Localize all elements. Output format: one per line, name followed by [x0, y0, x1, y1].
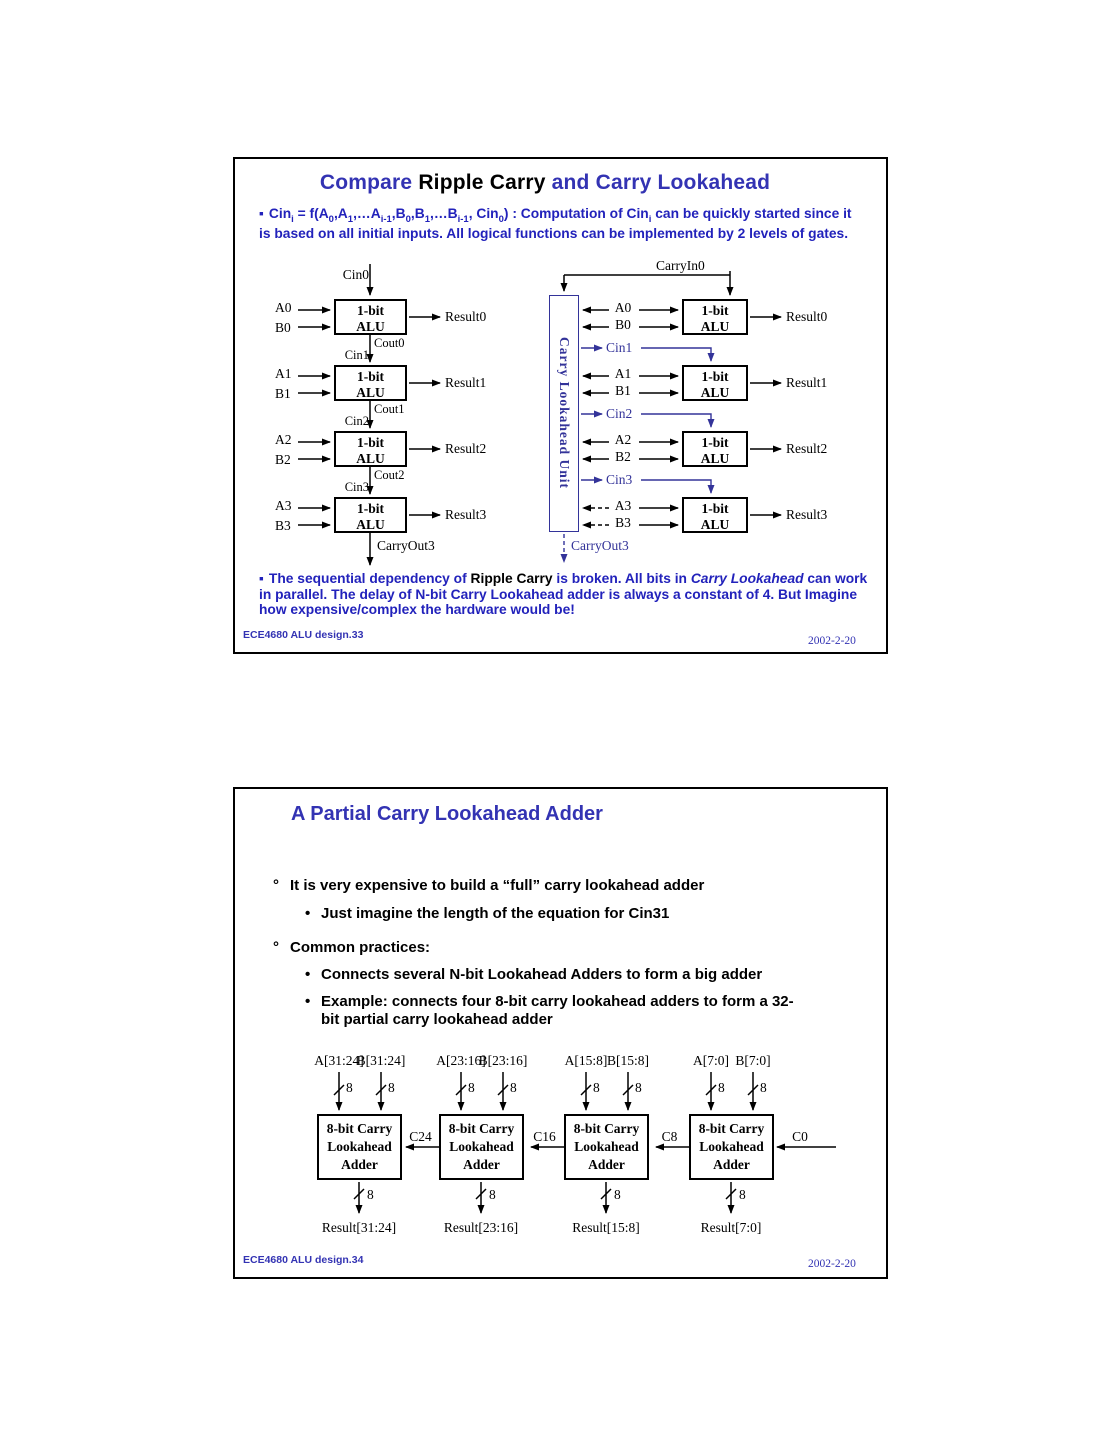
adder-box-7-0 [689, 1114, 774, 1180]
square-bullet-icon: ▪ [259, 206, 264, 221]
alu-box-line2: ALU [700, 451, 730, 466]
label-cout1: Cout1 [374, 402, 405, 416]
label-cla-result3: Result3 [786, 507, 828, 522]
label-cout2: Cout2 [374, 468, 405, 482]
slide1-title [235, 171, 855, 195]
label-cla-cin1: Cin1 [606, 340, 633, 355]
formula-text: , Cin [468, 206, 499, 221]
label-cla-a3: A3 [614, 498, 632, 513]
conclusion-text: is broken. All bits in [552, 571, 691, 586]
adder-box-line2: Lookahead [327, 1139, 392, 1154]
label-result2: Result2 [445, 441, 487, 456]
label-cla-b2: B2 [615, 449, 631, 464]
label-a3: A3 [275, 498, 292, 513]
slide2-wire-layer [235, 789, 882, 1273]
formula-text: can be quickly started since it is based on all initial inputs. All logical functions can be implemented by 2 levels of gates. [259, 206, 852, 241]
square-bullet-icon: ▪ [259, 571, 264, 586]
alu-box-2 [334, 431, 407, 467]
label-b0: B0 [275, 320, 291, 335]
subscript: i-1 [457, 213, 469, 225]
bus-width-label: 8 [635, 1080, 642, 1095]
alu-box-line1: 1-bit [357, 369, 384, 384]
alu-box-line1: 1-bit [357, 303, 384, 318]
label-a15-8: A[15:8] [564, 1053, 608, 1068]
formula-text: ,B [410, 206, 425, 221]
label-b2: B2 [275, 452, 291, 467]
label-c24: C24 [409, 1129, 432, 1144]
label-cla-result0: Result0 [786, 309, 828, 324]
cla-alu-box-1 [682, 365, 748, 401]
alu-box-line2: ALU [356, 385, 385, 400]
formula-text: ,A [333, 206, 348, 221]
label-cin0: Cin0 [342, 267, 369, 282]
label-b23-16: B[23:16] [478, 1053, 528, 1068]
label-cla-carryout3: CarryOut3 [571, 538, 629, 553]
label-carryin0: CarryIn0 [656, 258, 705, 273]
adder-box-line3: Adder [588, 1157, 625, 1172]
wire-cin1-to-alu [641, 348, 711, 361]
slide2-footer-left: ECE4680 ALU design.34 [243, 1254, 364, 1266]
label-c16: C16 [533, 1129, 556, 1144]
label-result7-0: Result[7:0] [700, 1220, 762, 1235]
title-part-carry-lookahead: and Carry Lookahead [551, 171, 771, 194]
adder-box-line1: 8-bit Carry [326, 1121, 393, 1136]
label-b3: B3 [275, 518, 291, 533]
subscript: 1 [424, 213, 430, 225]
wire-cin2-to-alu [641, 414, 711, 427]
label-a2: A2 [275, 432, 292, 447]
bus-width-label: 8 [468, 1080, 475, 1095]
subscript: i [648, 213, 652, 225]
bus-width-label: 8 [510, 1080, 517, 1095]
label-result31-24: Result[31:24] [321, 1220, 397, 1235]
label-a23-16: A[23:16] [436, 1053, 486, 1068]
label-result23-16: Result[23:16] [443, 1220, 519, 1235]
label-cout0: Cout0 [374, 336, 405, 350]
label-a7-0: A[7:0] [693, 1053, 729, 1068]
subscript: i-1 [380, 213, 392, 225]
alu-box-3 [334, 497, 407, 533]
cla-alu-box-3 [682, 497, 748, 533]
label-cin2: Cin2 [344, 414, 369, 428]
conclusion-text: The sequential dependency of [268, 571, 471, 586]
adder-box-line2: Lookahead [699, 1139, 764, 1154]
alu-box-line1: 1-bit [701, 435, 729, 450]
bus-width-label: 8 [760, 1080, 767, 1095]
alu-box-line1: 1-bit [701, 501, 729, 516]
adder-box-line3: Adder [463, 1157, 500, 1172]
label-cla-b0: B0 [615, 317, 631, 332]
bullet-connects: Connects several N-bit Lookahead Adders to form a big adder [321, 966, 763, 983]
adder-box-line2: Lookahead [574, 1139, 639, 1154]
slash-result31-24 [354, 1189, 364, 1199]
adder-box-line1: 8-bit Carry [698, 1121, 765, 1136]
label-result1: Result1 [445, 375, 487, 390]
formula-text: Cin [268, 206, 292, 221]
label-cla-result2: Result2 [786, 441, 828, 456]
slide1-bullet-formula [259, 206, 865, 241]
label-result0: Result0 [445, 309, 487, 324]
adder-box-line3: Adder [341, 1157, 378, 1172]
subscript: 0 [498, 213, 504, 225]
label-b15-8: B[15:8] [607, 1053, 649, 1068]
alu-box-line1: 1-bit [701, 303, 729, 318]
label-result3: Result3 [445, 507, 487, 522]
formula-text: ) : Computation of Cin [503, 206, 649, 221]
alu-box-line2: ALU [700, 385, 730, 400]
label-cla-a1: A1 [614, 366, 632, 381]
slash-a7-0 [706, 1085, 716, 1095]
conclusion-text: can work in parallel. The delay of N-bit Carry Lookahead adder is always a constant of 4. But Imagine how expensive/complex the hardware would be! [259, 571, 868, 618]
slash-b15-8 [623, 1085, 633, 1095]
adder-box-23-16 [439, 1114, 524, 1180]
carry-lookahead-unit-label: Carry Lookahead Unit [557, 337, 572, 490]
alu-box-1 [334, 365, 407, 401]
slide2-footer-date: 2002-2-20 [808, 1258, 856, 1270]
subscript: i [291, 213, 294, 225]
bullet-cin31: Just imagine the length of the equation for Cin31 [321, 905, 670, 922]
adder-box-15-8 [564, 1114, 649, 1180]
label-result15-8: Result[15:8] [572, 1220, 640, 1235]
cla-alu-box-0 [682, 299, 748, 335]
bus-width-label: 8 [388, 1080, 395, 1095]
label-cla-a0: A0 [614, 300, 632, 315]
bullet-common-practices: Common practices: [290, 939, 431, 956]
bus-width-label: 8 [614, 1187, 621, 1202]
slide-2 [233, 787, 888, 1279]
slide1-footer-date: 2002-2-20 [808, 635, 856, 647]
bullet-marker-dot: • [305, 905, 311, 922]
bus-width-label: 8 [718, 1080, 725, 1095]
alu-box-line1: 1-bit [701, 369, 729, 384]
formula-text: ,…B [430, 206, 458, 221]
adder-box-31-24 [317, 1114, 402, 1180]
slash-result15-8 [601, 1189, 611, 1199]
label-b31-24: B[31:24] [356, 1053, 406, 1068]
alu-box-line1: 1-bit [357, 501, 384, 516]
slide1-bullet-conclusion [259, 571, 873, 618]
slash-a15-8 [581, 1085, 591, 1095]
title-part-compare: Compare [319, 171, 419, 194]
bus-width-label: 8 [346, 1080, 353, 1095]
bullet-marker-circle: ° [273, 877, 279, 894]
cla-black-wires [564, 271, 781, 525]
bus-width-label: 8 [593, 1080, 600, 1095]
label-b7-0: B[7:0] [735, 1053, 771, 1068]
slash-result23-16 [476, 1189, 486, 1199]
formula-text: ,…A [353, 206, 381, 221]
slide1-footer-left: ECE4680 ALU design.33 [243, 629, 364, 641]
label-cla-cin3: Cin3 [606, 472, 633, 487]
label-a31-24: A[31:24] [314, 1053, 364, 1068]
alu-box-line2: ALU [356, 451, 385, 466]
label-cla-result1: Result1 [786, 375, 828, 390]
subscript: 1 [347, 213, 354, 225]
slash-b31-24 [376, 1085, 386, 1095]
label-carryout3: CarryOut3 [377, 538, 435, 553]
label-cin3: Cin3 [344, 480, 369, 494]
label-c8: C8 [661, 1129, 678, 1144]
alu-box-line2: ALU [356, 319, 385, 334]
bullet-marker-dot: • [305, 993, 311, 1010]
slash-b7-0 [748, 1085, 758, 1095]
adder-box-line1: 8-bit Carry [573, 1121, 640, 1136]
adder-box-line1: 8-bit Carry [448, 1121, 515, 1136]
carry-lookahead-unit [549, 295, 579, 532]
slash-a23-16 [456, 1085, 466, 1095]
conclusion-ripple-carry: Ripple Carry [470, 571, 553, 586]
cla-alu-box-2 [682, 431, 748, 467]
bullet-marker-circle: ° [273, 939, 279, 956]
adder-box-line2: Lookahead [449, 1139, 514, 1154]
slash-result7-0 [726, 1189, 736, 1199]
subscript: 0 [328, 213, 334, 225]
slash-b23-16 [498, 1085, 508, 1095]
subscript: 0 [405, 213, 411, 225]
formula-text: ,B [391, 206, 406, 221]
label-cla-cin2: Cin2 [606, 406, 633, 421]
wire-cin3-to-alu [641, 480, 711, 493]
slide-1 [233, 157, 888, 654]
adder-box-line3: Adder [713, 1157, 750, 1172]
slash-a31-24 [334, 1085, 344, 1095]
bullet-example: Example: connects four 8-bit carry lookahead adders to form a 32-bit partial carry lookahead adder [321, 993, 794, 1028]
bullet-expensive: It is very expensive to build a “full” carry lookahead adder [290, 877, 705, 894]
alu-box-0 [334, 299, 407, 335]
bus-width-label: 8 [489, 1187, 496, 1202]
slide2-title: A Partial Carry Lookahead Adder [291, 803, 603, 825]
alu-box-line2: ALU [356, 517, 385, 532]
alu-box-line1: 1-bit [357, 435, 384, 450]
label-cin1: Cin1 [344, 348, 369, 362]
bus-width-label: 8 [739, 1187, 746, 1202]
alu-box-line2: ALU [700, 319, 730, 334]
label-cla-b1: B1 [615, 383, 631, 398]
bus-width-label: 8 [367, 1187, 374, 1202]
alu-box-line2: ALU [700, 517, 730, 532]
label-c0: C0 [792, 1129, 808, 1144]
label-a1: A1 [275, 366, 292, 381]
label-cla-a2: A2 [614, 432, 632, 447]
formula-text: = f(A [293, 206, 329, 221]
bullet-marker-dot: • [305, 966, 311, 983]
label-b1: B1 [275, 386, 291, 401]
label-a0: A0 [275, 300, 292, 315]
label-cla-b3: B3 [615, 515, 631, 530]
title-part-ripple-carry: Ripple Carry [418, 171, 552, 194]
conclusion-carry-lookahead: Carry Lookahead [690, 571, 804, 586]
